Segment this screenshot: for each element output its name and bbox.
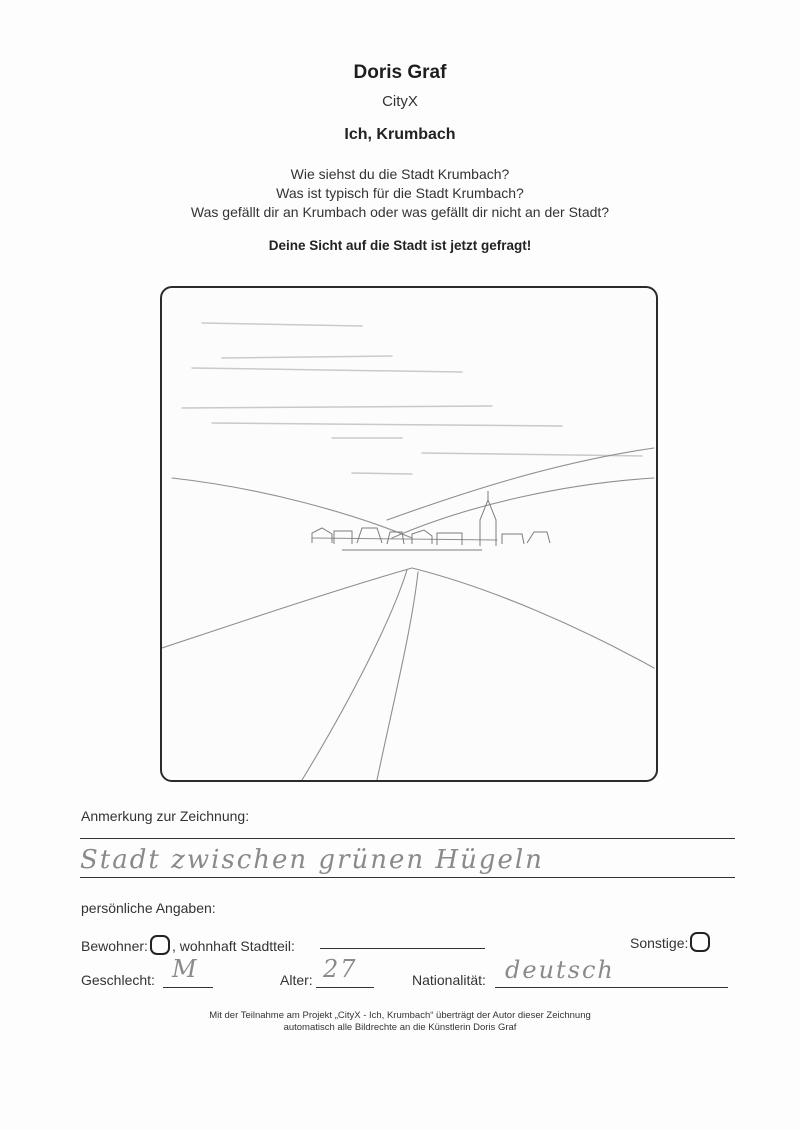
artist-name: Doris Graf xyxy=(353,62,447,83)
annotation-label: Anmerkung zur Zeichnung: xyxy=(81,808,250,824)
gender-value[interactable]: M xyxy=(172,955,199,983)
pencil-sketch-illustration xyxy=(162,288,656,780)
project-name: CityX xyxy=(382,93,418,110)
district-field[interactable] xyxy=(320,948,485,949)
footer-line-1: Mit der Teilnahme am Projekt „CityX - Ich, Krumbach“ überträgt der Autor dieser Zeichnung xyxy=(209,1010,591,1021)
footer-line-2: automatisch alle Bildrechte an die Künstlerin Doris Graf xyxy=(283,1022,517,1033)
question-2: Was ist typisch für die Stadt Krumbach? xyxy=(276,185,524,201)
gender-field xyxy=(163,987,213,988)
question-3: Was gefällt dir an Krumbach oder was gefällt dir nicht an der Stadt? xyxy=(190,204,610,220)
drawing-frame xyxy=(160,286,658,782)
other-label: Sonstige: xyxy=(630,935,689,951)
age-label: Alter: xyxy=(280,972,313,988)
district-label: , wohnhaft Stadtteil: xyxy=(171,938,295,954)
age-value[interactable]: 27 xyxy=(323,955,358,983)
call-to-action: Deine Sicht auf die Stadt ist jetzt gefragt! xyxy=(268,238,532,253)
nationality-value[interactable]: deutsch xyxy=(505,956,615,984)
nationality-field xyxy=(495,987,728,988)
resident-checkbox[interactable] xyxy=(150,935,170,955)
page-subtitle: Ich, Krumbach xyxy=(344,126,456,143)
annotation-line-2 xyxy=(80,877,735,878)
other-row xyxy=(630,932,712,952)
question-1: Wie siehst du die Stadt Krumbach? xyxy=(290,166,510,182)
personal-info-label: persönliche Angaben: xyxy=(81,900,216,916)
resident-row xyxy=(81,935,295,955)
nationality-label: Nationalität: xyxy=(412,972,486,988)
annotation-handwriting[interactable]: Stadt zwischen grünen Hügeln xyxy=(80,845,544,875)
age-field xyxy=(316,987,374,988)
other-checkbox[interactable] xyxy=(690,932,710,952)
gender-label: Geschlecht: xyxy=(81,972,155,988)
resident-label: Bewohner: xyxy=(81,938,148,954)
annotation-line-1 xyxy=(80,838,735,839)
